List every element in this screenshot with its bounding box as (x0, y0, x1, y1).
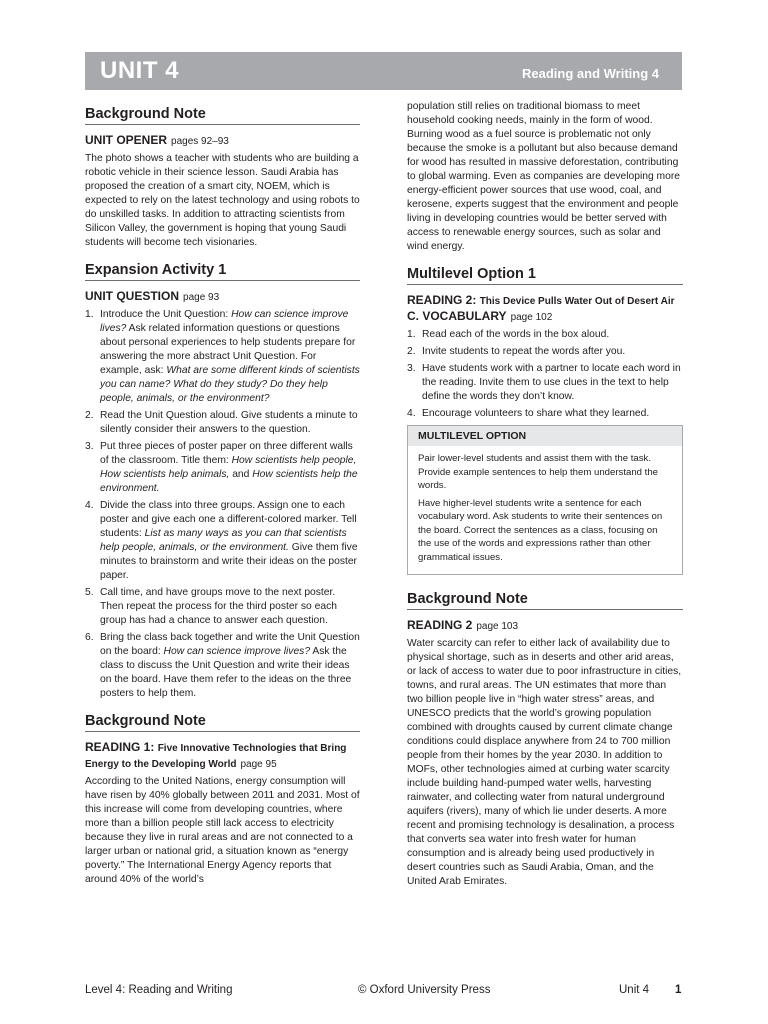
page-ref: pages 92–93 (171, 136, 229, 147)
page-ref: page 103 (476, 621, 519, 632)
list-item: 4. Encourage volunteers to share what they learned. (407, 408, 650, 419)
unit-banner (85, 52, 682, 90)
box-paragraph: Pair lower-level students and assist them with the task. Provide example sentences to help them understand the words. (418, 453, 658, 491)
subheading-label: READING 2: (407, 293, 477, 307)
subheading-label: UNIT QUESTION (85, 289, 180, 303)
activity-steps (407, 328, 683, 421)
paragraph: The photo shows a teacher with students who are building a robotic vehicle in their science lesson. Saudi Arabia has proposed the creation of a smart city, NOEM, which is expected to rely on the latest technology and using robots to do unskilled tasks. In addition to attracting scientists from Silicon Valley, the government is hoping that young Saudi students will become tech visionaries. (85, 153, 360, 248)
page-ref: page 93 (183, 292, 220, 303)
list-item: 2. Invite students to repeat the words after you. (407, 346, 626, 357)
list-item: 2. Read the Unit Question aloud. Give students a minute to silently consider their answers to the question. (85, 410, 358, 435)
unit-title: UNIT 4 (100, 57, 180, 84)
footer-copyright: © Oxford University Press (358, 984, 491, 996)
footer-unit: Unit 4 (619, 984, 650, 996)
right-column (407, 100, 683, 889)
list-item: 1. Introduce the Unit Question: How can science improve lives? Ask related information questions or questions about personal experiences to help students prepare for answering the more abstract Unit Question. For example, ask: What are some different kinds of scientists you can name? What do they study? Do they help people, animals, or the environment? (85, 309, 360, 404)
subheading (407, 309, 683, 325)
page-number: 1 (675, 984, 682, 996)
box-title: MULTILEVEL OPTION (408, 426, 682, 446)
page-ref: page 95 (240, 759, 277, 770)
subheading (407, 618, 683, 634)
activity-steps (85, 308, 360, 701)
multilevel-option-box (407, 425, 683, 575)
reading-title: Five Innovative Technologies that Bring Energy to the Developing World (85, 743, 347, 770)
footer-level: Level 4: Reading and Writing (85, 984, 233, 996)
list-item: 6. Bring the class back together and write the Unit Question on the board: How can science improve lives? Ask the class to discuss the Unit Question and write their ideas on the board. Have them refer to the ideas on the three posters to help them. (85, 632, 360, 699)
section-heading: Expansion Activity 1 (85, 262, 360, 281)
subheading-label: READING 1: (85, 740, 155, 754)
box-paragraph: Have higher-level students write a sentence for each vocabulary word. Ask students to write their sentences on the board. Correct the sentences as a class, focusing on the use of the words and expressions rather than other grammatical issues. (418, 497, 663, 563)
subheading-label: READING 2 (407, 618, 473, 632)
list-item: 3. Have students work with a partner to locate each word in the reading. Invite them to use clues in the text to help define the words they don’t know. (407, 363, 681, 402)
section-heading: Background Note (407, 591, 683, 610)
paragraph: Water scarcity can refer to either lack of availability due to physical shortage, such as in deserts and other arid areas, or lack of access to water due to poor infrastructure in cities, towns, and rural areas. The UN estimates that more than two billion people live in “high water stress” areas, and UNESCO predicts that the world’s growing population combined with droughts caused by current climate change conditions could displace anywhere from 24 to 700 million people from their homes by the year 2030. In addition to MOFs, other technologies aimed at curbing water scarcity include building hand-pumped water wells, harvesting rainwater, and collecting water from natural underground aquifers (rivers), many of which lie under deserts. A more recent and promising technology is desalination, a process that converts sea water into fresh water for human consumption and is already being used productively in desert countries such as Saudi Arabia, Oman, and the United Arab Emirates. (407, 638, 682, 887)
reading-title: This Device Pulls Water Out of Desert Air (479, 296, 675, 307)
list-item: 1. Read each of the words in the box aloud. (407, 329, 610, 340)
subheading (407, 293, 683, 309)
page-ref: page 102 (510, 312, 553, 323)
section-heading: Background Note (85, 713, 360, 732)
left-column (85, 100, 360, 887)
subheading-label: UNIT OPENER (85, 133, 168, 147)
paragraph: According to the United Nations, energy consumption will have risen by 40% globally between 2011 and 2031. Most of this increase will come from developing countries, where more than a billion people still lack access to electricity because they live in rural areas and are not connected to a larger urban or national grid, a situation known as “energy poverty.” The International Energy Agency reports that around 40% of the world’s (85, 776, 360, 885)
subheading (85, 289, 360, 305)
subheading (85, 133, 360, 149)
section-heading: Multilevel Option 1 (407, 266, 683, 285)
list-item: 5. Call time, and have groups move to the next poster. Then repeat the process for the third poster so each group has had a chance to answer each question. (85, 587, 337, 626)
list-item: 3. Put three pieces of poster paper on three different walls of the classroom. Title them: How scientists help people, How scientists help animals, and How scientists help the environment. (85, 441, 358, 494)
unit-subtitle: Reading and Writing 4 (522, 66, 659, 81)
section-heading: Background Note (85, 106, 360, 125)
subheading-label: C. VOCABULARY (407, 309, 507, 323)
paragraph-continued: population still relies on traditional biomass to meet household cooking needs, mainly in the form of wood. Burning wood as a fuel source is problematic not only because the smoke is a pollutant but also because demand for wood has resulted in massive deforestation, contributing to global warming. Even as companies are developing more energy-efficient power sources that use wood, coal, and kerosene, experts suggest that the environment and people living in developing countries would be better served with access to renewable energy sources, such as solar and wind energy. (407, 101, 681, 252)
subheading (85, 740, 360, 772)
list-item: 4. Divide the class into three groups. Assign one to each poster and give each one a different-colored marker. Tell students: List as many ways as you can that scientists help people, animals, or the environment. Give them five minutes to brainstorm and write their ideas on the poster paper. (85, 500, 358, 581)
